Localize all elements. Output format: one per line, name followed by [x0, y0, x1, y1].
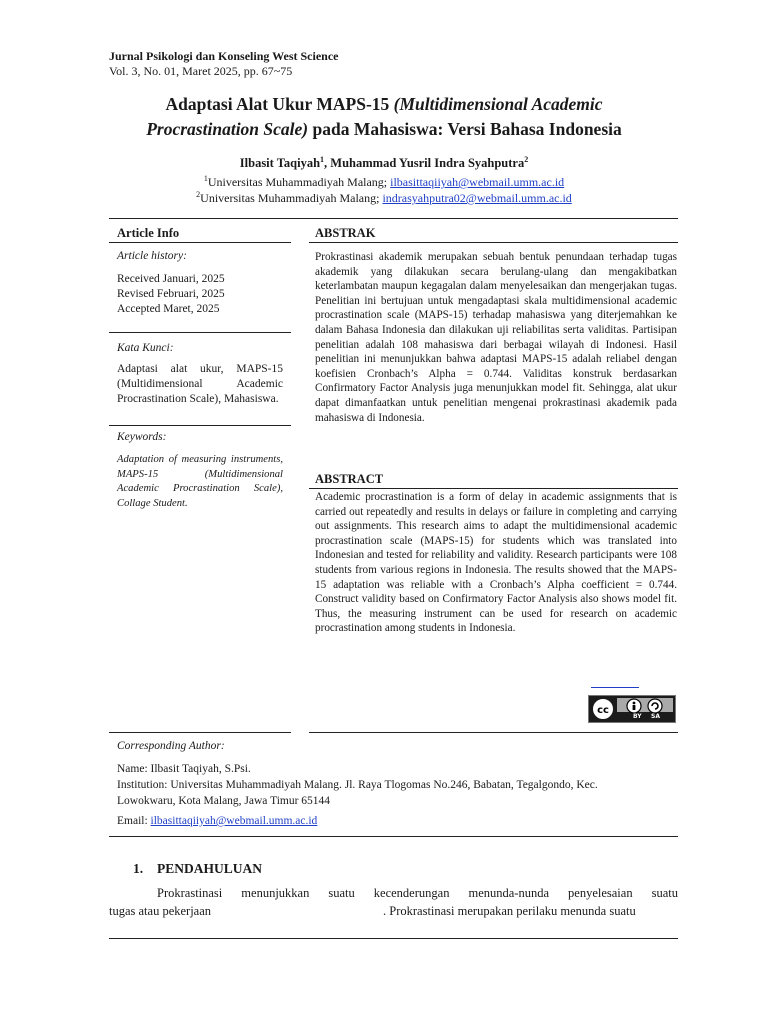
license-link-underline[interactable] — [591, 687, 639, 688]
abstract-text: Academic procrastination is a form of delay in academic assignments that is carried out repeatedly and results in delays or failure in completing and carrying out assignments. This research aims to adapt the multidimensional academic procrastination scale (MAPS-15) for students which was translated into Indonesian and tested for reliability and validity. Research participants were 108 students from various regions in Indonesia. The results showed that the MAPS-15 adaptation was reliable with a Cronbach’s Alpha coefficient = 0.744. Construct validity based on Confirmatory Factor Analysis also shows model fit. Thus, the measuring instrument can be used for research on academic procrastination among students in Indonesia. — [315, 491, 677, 635]
article-info-divider — [109, 242, 291, 243]
abstract-divider — [309, 488, 678, 489]
section-heading: PENDAHULUAN — [157, 861, 263, 876]
keywords-label: Keywords: — [117, 431, 167, 443]
cc-by-label: BY — [633, 713, 642, 720]
author-superscript: 2 — [524, 155, 529, 164]
top-divider — [109, 218, 678, 219]
abstrak-divider — [309, 242, 678, 243]
kata-kunci-divider — [109, 425, 291, 426]
corresponding-author-label: Corresponding Author: — [117, 740, 225, 752]
article-info-heading: Article Info — [117, 226, 180, 240]
article-history-label: Article history: — [117, 250, 187, 262]
title-line2-plain: pada Mahasiswa: Versi Bahasa Indonesia — [308, 119, 622, 139]
keywords-list: Adaptation of measuring instruments, MAPS-15 (Multidimensional Academic Procrastination Scale), Collage Student. — [117, 454, 283, 509]
author-name: Muhammad Yusril Indra Syahputra — [330, 156, 525, 171]
cc-license-badge[interactable] — [588, 695, 676, 723]
abstrak-heading: ABSTRAK — [315, 226, 376, 240]
kata-kunci-label: Kata Kunci: — [117, 342, 174, 354]
title-line1-plain: Adaptasi Alat Ukur MAPS-15 — [165, 94, 394, 114]
affiliation-institution: Universitas Muhammadiyah Malang; — [200, 191, 383, 205]
corresponding-email-row — [117, 814, 317, 829]
accepted-date: Accepted Maret, 2025 — [117, 303, 220, 315]
abstrak-text: Prokrastinasi akademik merupakan sebuah bentuk penundaan terhadap tugas akademik yang dilakukan secara berulang-ulang dan mengakibatkan keterlambatan maupun kegagalan dalam menyelesaikan dan mengerjakan tugas. Penelitian ini bertujuan untuk mengadaptasi skala multidimensional academic procrastination scale (MAPS-15) terhadap mahasiswa yang diterjemahkan ke dalam Bahasa Indonesia dan dilakukan uji reliabilitas serta validitas. Partisipan penelitian adalah 108 mahasiswa dari berbagai wilayah di Indonesi. Hasil penelitian ini menunjukkan bahwa adaptasi MAPS-15 adalah reliabel dengan koefisien Cronbach’s Alpha = 0.744. Validitas konstruk berdasarkan Confirmatory Factor Analysis juga menunjukkan model fit. Sehingga, alat ukur dapat dimanfaatkan untuk penelitian mengenai prokrastinasi akademik pada mahasiswa di Indonesia. — [315, 251, 677, 424]
kata-kunci-list: Adaptasi alat ukur, MAPS-15 (Multidimensional Academic Procrastination Scale), Mahasiswa. — [117, 363, 283, 405]
corresponding-institution: Institution: Universitas Muhammadiyah Malang. Jl. Raya Tlogomas No.246, Babatan, Tegalgondo, Kec. Lowokwaru, Kota Malang, Jawa Timur 65144 — [117, 779, 598, 807]
history-divider — [109, 332, 291, 333]
author-separator: , — [324, 156, 331, 171]
footer-divider — [109, 938, 678, 939]
journal-name: Jurnal Psikologi dan Konseling West Science — [109, 49, 339, 63]
revised-date: Revised Februari, 2025 — [117, 288, 225, 300]
affiliation — [100, 187, 668, 206]
corresponding-bottom-divider — [109, 836, 678, 837]
author-email-link[interactable]: indrasyahputra02@webmail.umm.ac.id — [382, 191, 572, 205]
cc-license-icon — [589, 696, 675, 722]
journal-volume: Vol. 3, No. 01, Maret 2025, pp. 67~75 — [109, 64, 293, 78]
abstract-heading: ABSTRACT — [315, 472, 384, 486]
received-date: Received Januari, 2025 — [117, 273, 225, 285]
corresponding-email-label: Email: — [117, 815, 151, 827]
affiliation-institution: Universitas Muhammadiyah Malang; — [207, 175, 391, 189]
cc-sa-label: SA — [651, 713, 660, 720]
corresponding-name: Name: Ilbasit Taqiyah, S.Psi. — [117, 763, 251, 775]
intro-paragraph-line-start: tugas atau pekerjaan — [109, 904, 212, 918]
affiliation-superscript: 2 — [196, 190, 201, 199]
title-line1-italic: (Multidimensional Academic — [393, 94, 603, 114]
paper-title — [100, 92, 668, 142]
corresponding-right-divider — [309, 732, 678, 733]
corresponding-left-divider — [109, 732, 291, 733]
svg-text:cc: cc — [597, 705, 609, 716]
corresponding-email-link[interactable]: ilbasittaqiiyah@webmail.umm.ac.id — [150, 815, 318, 827]
author-email-link[interactable]: ilbasittaqiiyah@webmail.umm.ac.id — [390, 175, 565, 189]
intro-paragraph-line: Prokrastinasi menunjukkan suatu kecenderungan menunda-nunda penyelesaian suatu — [157, 886, 678, 900]
author-name: Ilbasit Taqiyah — [239, 156, 321, 171]
author-list — [100, 155, 668, 171]
title-line2-italic: Procrastination Scale) — [146, 119, 309, 139]
intro-paragraph-line-end: . Prokrastinasi merupakan perilaku menunda suatu — [383, 904, 636, 918]
section-number: 1. — [133, 861, 144, 876]
author-superscript: 1 — [320, 155, 325, 164]
affiliation-superscript: 1 — [203, 174, 208, 183]
